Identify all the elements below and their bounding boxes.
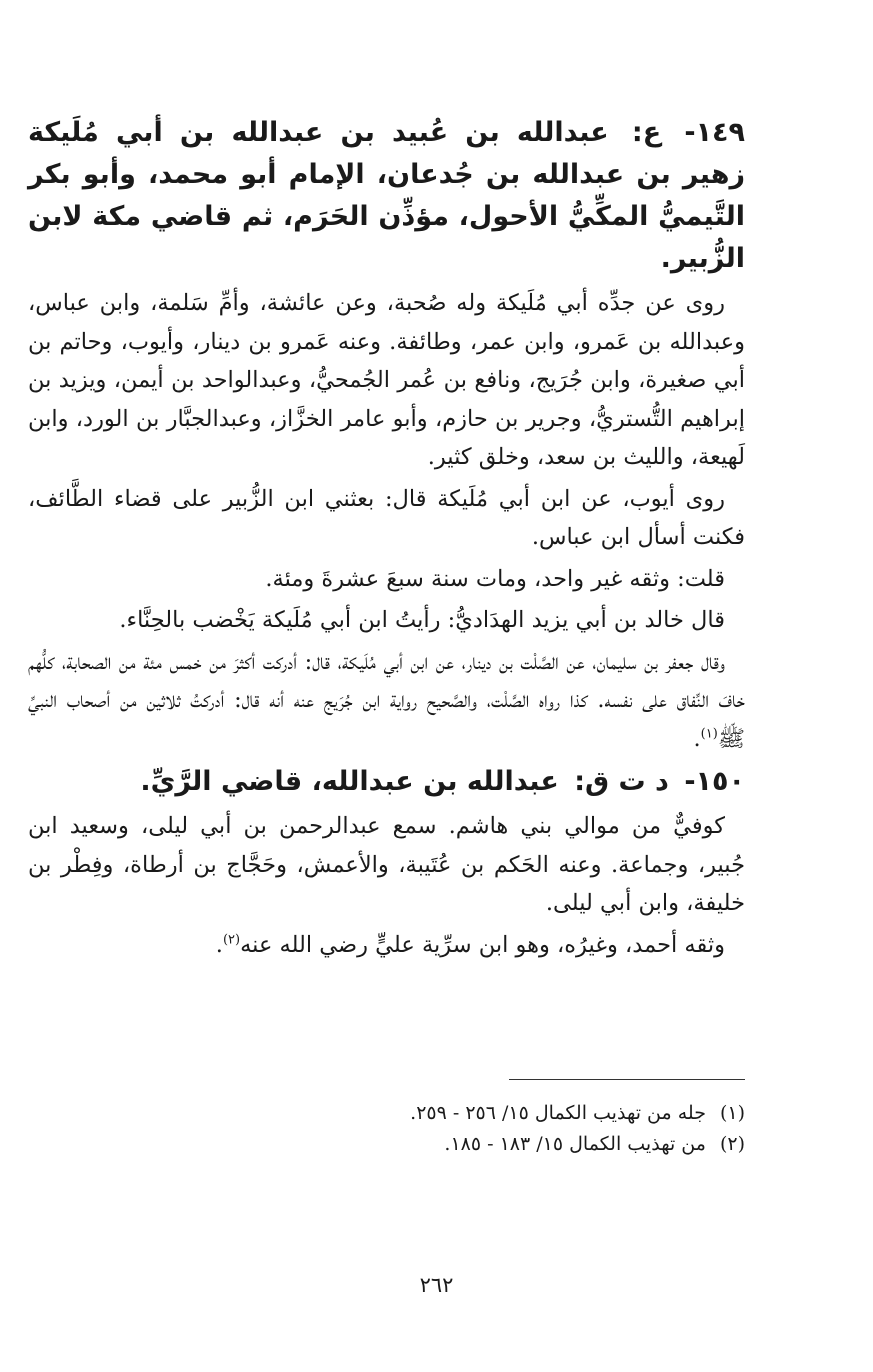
entry-150-paragraph-1: كوفيٌّ من موالي بني هاشم. سمع عبدالرحمن بن أبي ليلى، وسعيد ابن جُبير، وجماعة. وعنه الحَكم بن عُتَيبة، والأعمش، وحَجَّاج بن أرطاة، وفِطْر بن خليفة، وابن أبي ليلى. xyxy=(28,813,745,916)
entry-149-number: ١٤٩- xyxy=(684,117,746,148)
page-body xyxy=(28,112,745,967)
footnote-1-text: جله من تهذيب الكمال ١٥/ ٢٥٦ - ٢٥٩. xyxy=(410,1102,706,1124)
entry-149-paragraph-2: روى أيوب، عن ابن أبي مُلَيكة قال: بعثني ابن الزُّبير على قضاء الطَّائف، فكنت أسأل ابن عباس. xyxy=(28,485,745,550)
entry-150-paragraph-2-tail: . xyxy=(215,931,223,958)
footnote-1 xyxy=(28,1098,745,1129)
entry-149-sigla: ع: xyxy=(631,117,662,148)
entry-149-title: عبدالله بن عُبيد بن عبدالله بن أبي مُلَيكة زهير بن عبدالله بن جُدعان، الإمام أبو محمد، وأبو بكر التَّيميُّ المكِّيُّ الأحول، مؤذِّن الحَرَم، ثم قاضي مكة لابن الزُّبير. xyxy=(28,117,745,274)
footnote-1-mark: (١) xyxy=(719,1102,745,1124)
footnote-2-text: من تهذيب الكمال ١٥/ ١٨٣ - ١٨٥. xyxy=(444,1133,706,1155)
page-number: ٢٦٢ xyxy=(419,1273,454,1297)
footnote-ref-1[interactable]: (١) xyxy=(700,726,718,741)
entry-150-number: ١٥٠- xyxy=(684,766,745,797)
entry-149-paragraph-1: روى عن جدِّه أبي مُلَيكة وله صُحبة، وعن عائشة، وأمِّ سَلمة، وابن عباس، وعبدالله بن عَمرو، وابن عمر، وطائفة. وعنه عَمرو بن دينار، وأيوب، وحاتم بن أبي صغيرة، وابن جُرَيج، ونافع بن عُمر الجُمحيُّ، وعبدالواحد بن أيمن، ويزيد بن إبراهيم التُّستريُّ، وجرير بن حازم، وأبو عامر الخزَّاز، وعبدالجبَّار بن الورد، وابن لَهيعة، والليث بن سعد، وخلق كثير. xyxy=(28,290,745,470)
entry-150-title: عبدالله بن عبدالله، قاضي الرَّيِّ. xyxy=(140,766,559,797)
entry-149-paragraph-5 xyxy=(28,643,745,759)
footnote-separator xyxy=(509,1079,745,1080)
entry-150-paragraph-2 xyxy=(28,926,745,965)
entry-150-paragraph-2-text: وثقه أحمد، وغيرُه، وهو ابن سرِّية عليٍّ رضي الله عنه xyxy=(240,931,725,958)
entry-149-paragraph-5-text: وقال جعفر بن سليمان، عن الصَّلْت بن دينار، عن ابن أبي مُلَيكة، قال: أدركت أكثرَ من خمس مئة من الصحابة، كلُّهم خافَ النِّفاق على نفسه. كذا رواه الصَّلْت، والصَّحيح رواية ابن جُرَيج عنه أنه قال: أدركتُ ثلاثين من أصحاب النبيِّ ﷺ xyxy=(28,648,745,752)
footnote-ref-2[interactable]: (٢) xyxy=(222,932,241,947)
footnotes xyxy=(28,1098,745,1160)
entry-149-paragraph-5-tail: . xyxy=(693,725,701,752)
entry-149-heading xyxy=(28,112,745,280)
entry-149-paragraph-3: قلت: وثقه غير واحد، ومات سنة سبعَ عشرةَ ومئة. xyxy=(265,565,725,592)
entry-149-paragraph-4: قال خالد بن أبي يزيد الهدَاديُّ: رأيتُ ابن أبي مُلَيكة يَخْضب بالحِنَّاء. xyxy=(119,607,725,633)
footnote-2-mark: (٢) xyxy=(719,1133,745,1155)
entry-150-sigla: د ت ق: xyxy=(574,766,669,797)
footnote-2 xyxy=(28,1129,745,1160)
entry-150-heading xyxy=(28,761,745,803)
